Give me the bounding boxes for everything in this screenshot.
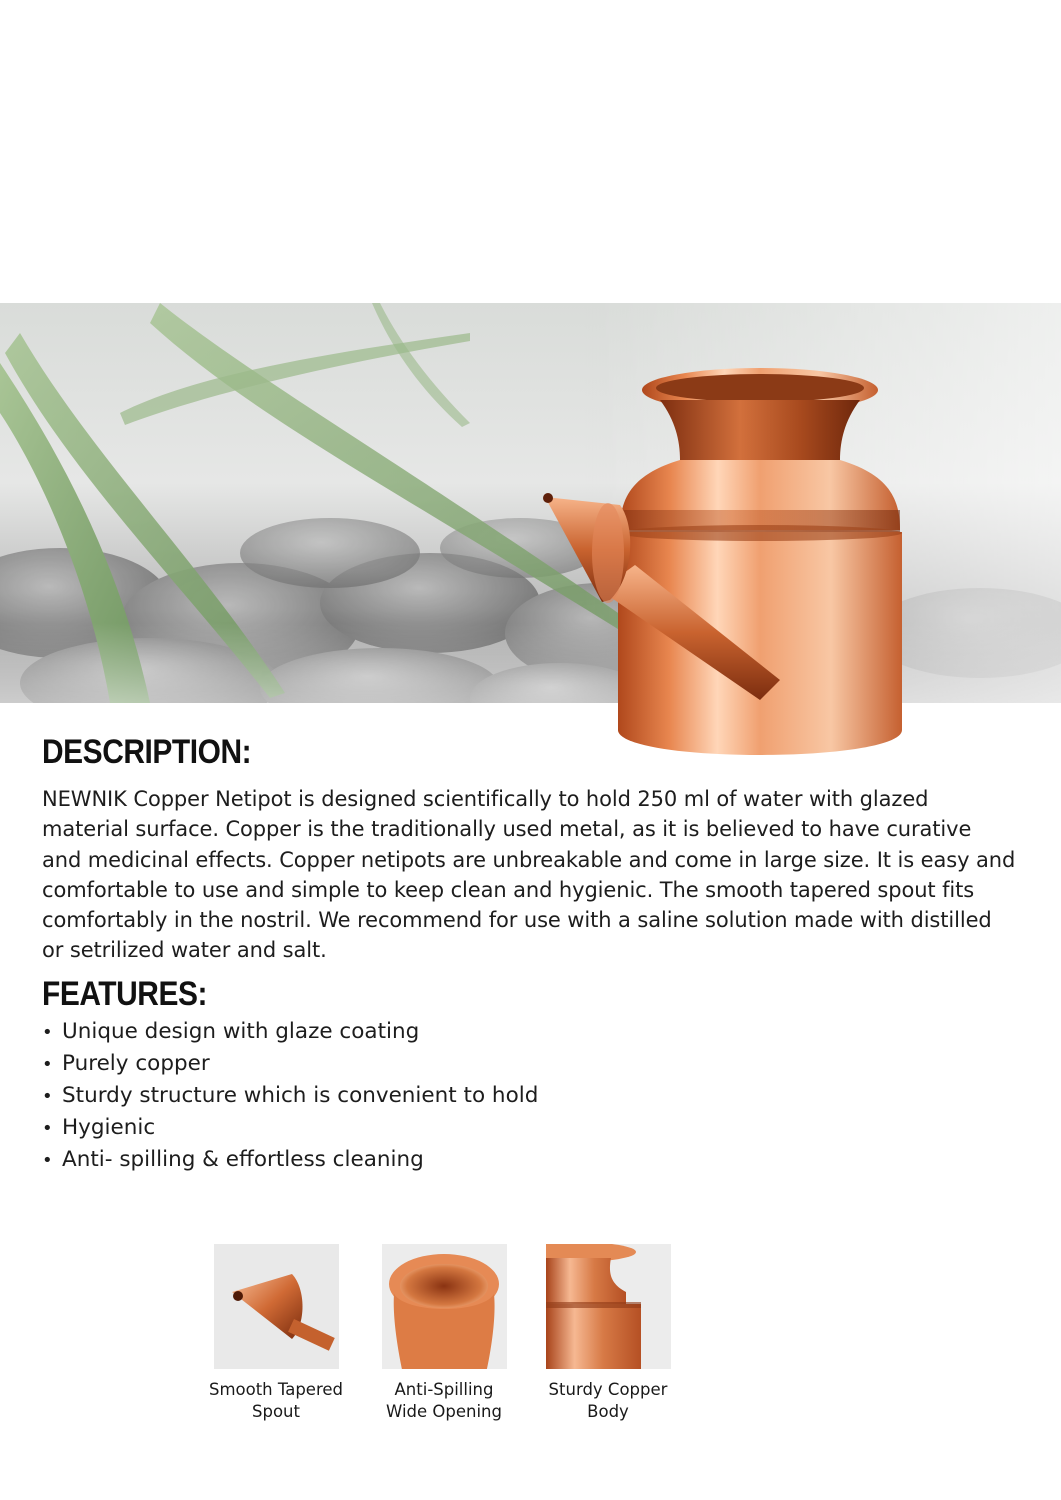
bullet-icon: • [42, 1086, 53, 1107]
thumbnail-body [528, 1244, 688, 1423]
opening-closeup-image [382, 1244, 507, 1369]
feature-item: • Unique design with glaze coating [42, 1016, 538, 1048]
copper-neti-pot-image [540, 360, 1040, 760]
spout-closeup-image [214, 1244, 339, 1369]
features-list [42, 1016, 538, 1176]
thumbnail-caption: Wide Opening [386, 1402, 502, 1421]
features-heading: FEATURES: [42, 975, 208, 1013]
bullet-icon: • [42, 1150, 53, 1171]
thumbnail-caption: Body [587, 1402, 629, 1421]
feature-thumbnails [196, 1244, 696, 1424]
thumbnail-caption: Anti-Spilling [394, 1380, 494, 1399]
description-text: NEWNIK Copper Netipot is designed scientifically to hold 250 ml of water with glazed material surface. Copper is the traditionally used metal, as it is believed to have curative and medicinal effects. Copper netipots are unbreakable and come in large size. It is easy and comfortable to use and simple to keep clean and hygienic. The smooth tapered spout fits comfortably in the nostril. We recommend for use with a saline solution made with distilled or setrilized water and salt. [42, 787, 1016, 963]
body-closeup-image [546, 1244, 671, 1369]
thumbnail-spout [196, 1244, 356, 1423]
thumbnail-caption: Smooth Tapered [208, 1380, 344, 1399]
thumbnail-opening [364, 1244, 524, 1423]
thumbnail-caption: Sturdy Copper [548, 1380, 668, 1399]
bullet-icon: • [42, 1118, 53, 1139]
feature-item: • Anti- spilling & effortless cleaning [42, 1144, 538, 1176]
feature-item: • Purely copper [42, 1048, 538, 1080]
feature-item: • Sturdy structure which is convenient to hold [42, 1080, 538, 1112]
bullet-icon: • [42, 1054, 53, 1075]
bullet-icon: • [42, 1022, 53, 1043]
thumbnail-caption: Spout [252, 1402, 300, 1421]
description-heading: DESCRIPTION: [42, 733, 252, 771]
feature-item: • Hygienic [42, 1112, 538, 1144]
